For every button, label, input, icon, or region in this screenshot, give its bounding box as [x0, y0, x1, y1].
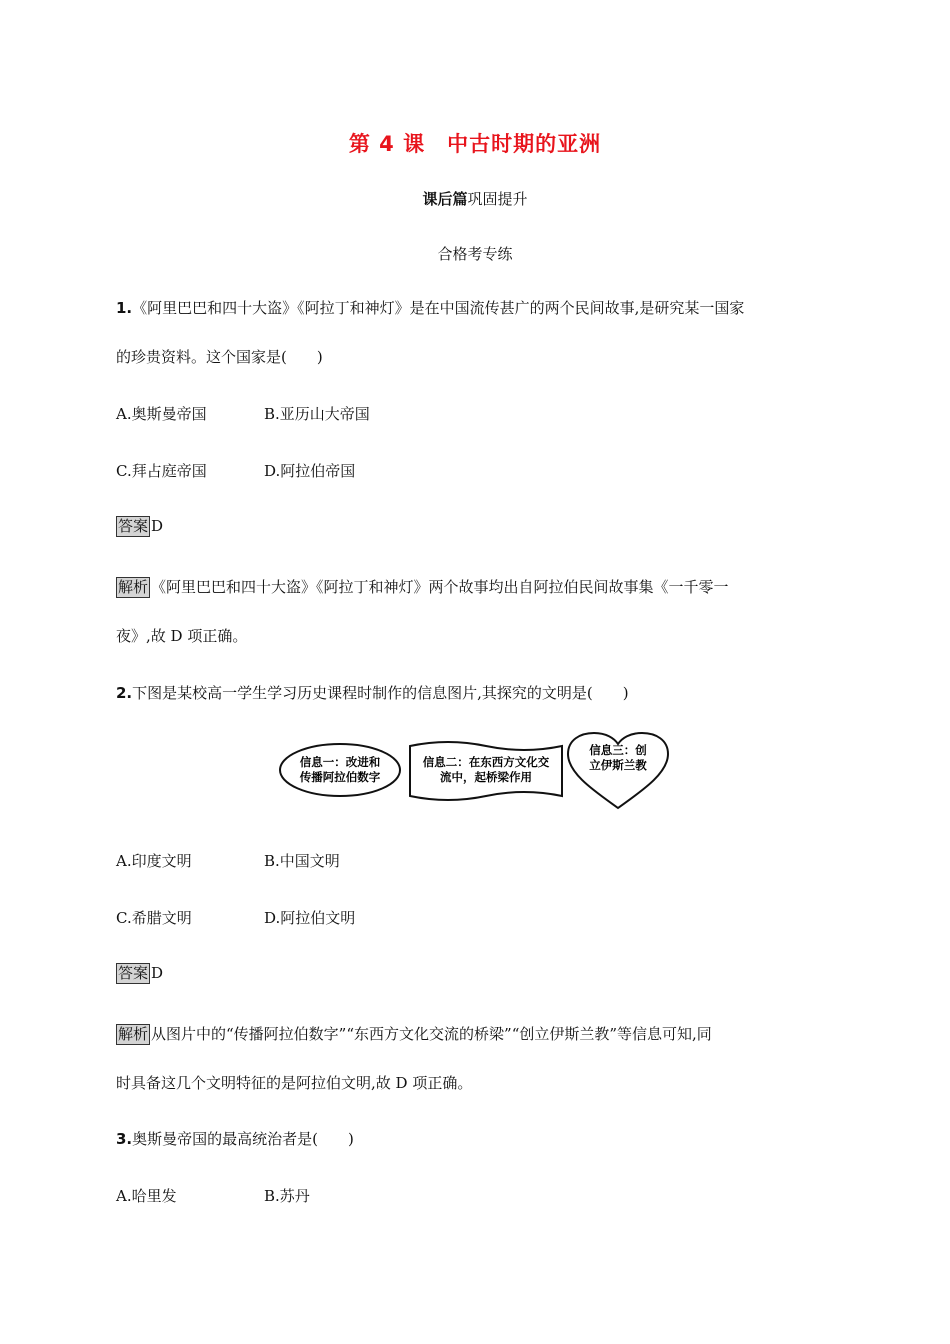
q2-options-row2: [116, 907, 412, 928]
lesson-number: 第 4 课: [348, 132, 426, 156]
info3-text-line2: 立伊斯兰教: [589, 758, 647, 772]
q1-options-row2: [116, 460, 412, 481]
info1-text-line1: 信息一：改进和: [299, 755, 381, 769]
q2-answer-value: D: [151, 964, 164, 982]
info-diagram: [278, 730, 674, 810]
section-heading: 合格考专练: [437, 245, 513, 263]
info2-text-line2: 流中，起桥梁作用: [440, 770, 532, 784]
q2-analysis-line1: [116, 1023, 712, 1045]
analysis-tag: 解析: [118, 1025, 149, 1043]
q3-text1: 奥斯曼帝国的最高统治者是( ): [132, 1130, 354, 1148]
page-subtitle: [0, 188, 950, 209]
answer-tag: 答案: [118, 964, 149, 982]
q1-stem-line2: 的珍贵资料。这个国家是( ): [116, 348, 323, 366]
page-title: [0, 128, 950, 158]
q3-stem-line1: [116, 1128, 354, 1149]
subtitle-bold: 课后篇: [422, 190, 468, 208]
info1-text-line2: 传播阿拉伯数字: [299, 770, 381, 784]
q1-analysis-line1: [116, 576, 729, 598]
q2-number: 2.: [116, 684, 133, 702]
q3-option-b[interactable]: B.苏丹: [264, 1187, 310, 1205]
q2-stem-line1: [116, 682, 629, 703]
info3-text-line1: 信息三：创: [589, 743, 647, 757]
q1-number: 1.: [116, 299, 133, 317]
q2-text1: 下图是某校高一学生学习历史课程时制作的信息图片,其探究的文明是( ): [132, 684, 629, 702]
q2-option-a[interactable]: A.印度文明: [116, 852, 192, 870]
q1-answer-value: D: [151, 517, 164, 535]
q1-stem-line1: [116, 297, 744, 318]
q2-answer: [116, 963, 163, 984]
q2-option-c[interactable]: C.希腊文明: [116, 909, 192, 927]
q2-analysis-text1: 从图片中的“传播阿拉伯数字”“东西方文化交流的桥梁”“创立伊斯兰教”等信息可知,同: [151, 1025, 712, 1043]
q3-options-row1: [116, 1185, 412, 1206]
info2-text-line1: 信息二：在东西方文化交: [422, 755, 550, 769]
answer-tag: 答案: [118, 517, 149, 535]
q1-answer: [116, 516, 163, 537]
q2-analysis-line2: 时具备这几个文明特征的是阿拉伯文明,故 D 项正确。: [116, 1074, 473, 1092]
q1-analysis-line2: 夜》,故 D 项正确。: [116, 627, 248, 645]
lesson-name: 中古时期的亚洲: [447, 132, 602, 156]
q1-analysis-text1: 《阿里巴巴和四十大盗》《阿拉丁和神灯》两个故事均出自阿拉伯民间故事集《一千零一: [151, 578, 729, 596]
q3-option-a[interactable]: A.哈里发: [116, 1187, 177, 1205]
q2-options-row1: [116, 850, 412, 871]
analysis-tag: 解析: [118, 578, 149, 596]
q3-number: 3.: [116, 1130, 133, 1148]
q1-option-c[interactable]: C.拜占庭帝国: [116, 462, 207, 480]
q1-text1: 《阿里巴巴和四十大盗》《阿拉丁和神灯》是在中国流传甚广的两个民间故事,是研究某一国家: [132, 299, 745, 317]
q1-option-d[interactable]: D.阿拉伯帝国: [264, 462, 356, 480]
q1-option-b[interactable]: B.亚历山大帝国: [264, 405, 370, 423]
q2-option-d[interactable]: D.阿拉伯文明: [264, 909, 356, 927]
q2-option-b[interactable]: B.中国文明: [264, 852, 340, 870]
q1-option-a[interactable]: A.奥斯曼帝国: [116, 405, 207, 423]
q1-options-row1: [116, 403, 412, 424]
subtitle-rest: 巩固提升: [467, 190, 528, 208]
